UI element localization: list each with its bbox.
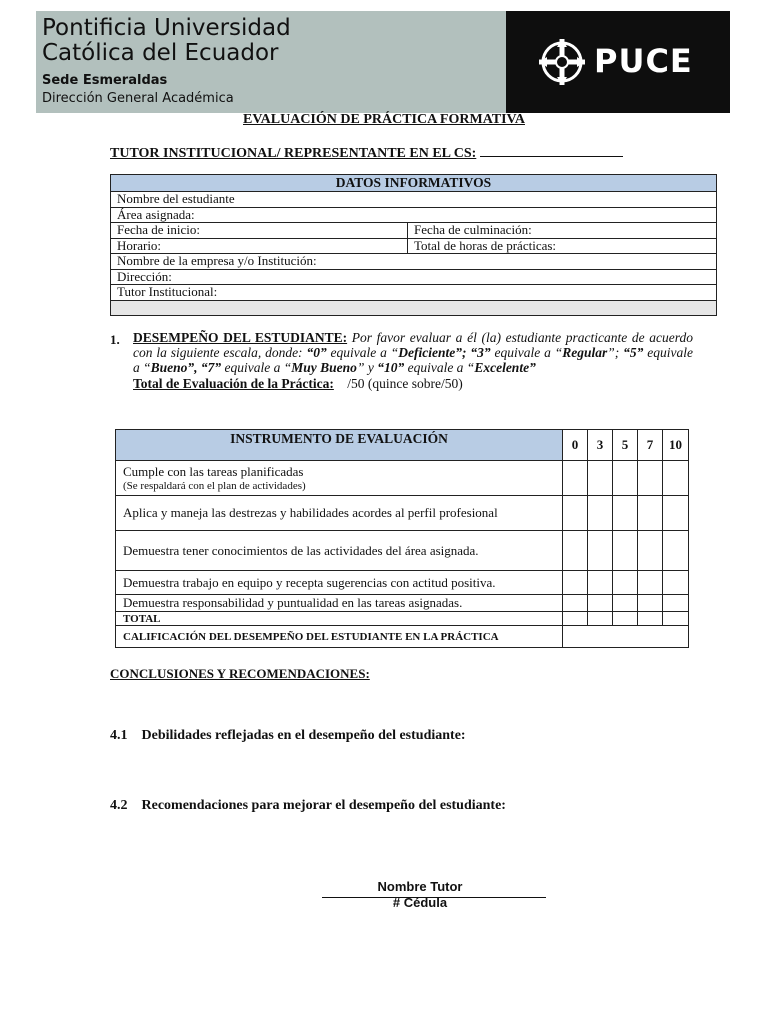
section-1-text xyxy=(133,330,693,375)
criterion-5: Demuestra responsabilidad y puntualidad en las tareas asignadas. xyxy=(116,595,563,612)
score-cell[interactable] xyxy=(663,612,689,626)
eval-heading: INSTRUMENTO DE EVALUACIÓN xyxy=(116,430,563,461)
score-cell[interactable] xyxy=(613,496,638,531)
criterion-4: Demuestra trabajo en equipo y recepta sugerencias con actitud positiva. xyxy=(116,571,563,595)
scale-t7: equivale a “ xyxy=(221,360,292,375)
scale-v7: “7” xyxy=(197,360,222,375)
score-header-10: 10 xyxy=(663,430,689,461)
direccion-label: Dirección General Académica xyxy=(42,91,234,106)
document-title: EVALUACIÓN DE PRÁCTICA FORMATIVA xyxy=(243,112,525,127)
tutor-line xyxy=(110,144,623,162)
scale-v3: “3” xyxy=(466,345,491,360)
eval-row xyxy=(116,531,689,571)
score-cell[interactable] xyxy=(663,595,689,612)
score-cell[interactable] xyxy=(663,461,689,496)
score-cell[interactable] xyxy=(613,595,638,612)
scale-s10: ” xyxy=(529,360,536,375)
score-cell[interactable] xyxy=(663,531,689,571)
puce-emblem-icon xyxy=(537,37,587,87)
field-tutor: Tutor Institucional: xyxy=(111,285,717,301)
field-nombre: Nombre del estudiante xyxy=(111,192,717,208)
score-cell[interactable] xyxy=(663,496,689,531)
total-value: /50 (quince sobre/50) xyxy=(347,376,463,391)
tutor-label: TUTOR INSTITUCIONAL/ REPRESENTANTE EN EL CS: xyxy=(110,146,477,161)
field-total-horas: Total de horas de prácticas: xyxy=(408,238,717,254)
score-cell[interactable] xyxy=(638,496,663,531)
field-fecha-culminacion: Fecha de culminación: xyxy=(408,223,717,239)
score-cell[interactable] xyxy=(588,496,613,531)
eval-row xyxy=(116,496,689,531)
score-cell[interactable] xyxy=(588,595,613,612)
total-label: Total de Evaluación de la Práctica: xyxy=(133,376,334,391)
puce-logo-text: PUCE xyxy=(594,42,693,80)
criterion-3: Demuestra tener conocimientos de las actividades del área asignada. xyxy=(116,531,563,571)
conclusiones-heading: CONCLUSIONES Y RECOMENDACIONES: xyxy=(110,666,370,681)
score-cell[interactable] xyxy=(613,612,638,626)
university-line-2: Católica del Ecuador xyxy=(42,40,279,66)
criterion-2: Aplica y maneja las destrezas y habilidades acordes al perfil profesional xyxy=(116,496,563,531)
section-1-number: 1. xyxy=(110,332,120,347)
score-cell[interactable] xyxy=(588,531,613,571)
field-empresa: Nombre de la empresa y/o Institución: xyxy=(111,254,717,270)
debilidades-heading: 4.1 Debilidades reflejadas en el desempeño del estudiante: xyxy=(110,728,466,743)
scale-s7: ” xyxy=(356,360,365,375)
eval-row xyxy=(116,571,689,595)
score-cell[interactable] xyxy=(588,571,613,595)
datos-heading: DATOS INFORMATIVOS xyxy=(111,175,717,192)
university-line-1: Pontificia Universidad xyxy=(42,15,291,41)
scale-d3: Regular xyxy=(562,345,608,360)
scale-t5: equivale a “ xyxy=(133,345,693,375)
score-cell[interactable] xyxy=(563,612,588,626)
criterion-1-note: (Se respaldará con el plan de actividades) xyxy=(123,480,306,492)
score-header-3: 3 xyxy=(588,430,613,461)
score-cell[interactable] xyxy=(613,571,638,595)
scale-d0: Deficiente xyxy=(398,345,456,360)
score-cell[interactable] xyxy=(588,612,613,626)
scale-t0: equivale a “ xyxy=(326,345,399,360)
field-horario: Horario: xyxy=(111,238,408,254)
scale-d10: Excelente xyxy=(474,360,530,375)
score-header-7: 7 xyxy=(638,430,663,461)
total-evaluacion xyxy=(133,376,463,392)
total-row-label: TOTAL xyxy=(116,612,563,626)
scale-intro: Por favor evaluar a él (la) estudiante practicante de acuerdo con la siguiente escala, donde: xyxy=(133,330,694,360)
criterion-1 xyxy=(116,461,563,496)
calificacion-label: CALIFICACIÓN DEL DESEMPEÑO DEL ESTUDIANTE EN LA PRÁCTICA xyxy=(116,626,563,648)
field-fecha-inicio: Fecha de inicio: xyxy=(111,223,408,239)
score-cell[interactable] xyxy=(638,571,663,595)
scale-d7: Muy Bueno xyxy=(291,360,357,375)
scale-t10: equivale a “ xyxy=(404,360,475,375)
scale-d5: Bueno xyxy=(150,360,188,375)
score-cell[interactable] xyxy=(563,595,588,612)
section-1-label: DESEMPEÑO DEL ESTUDIANTE: xyxy=(133,330,348,345)
score-cell[interactable] xyxy=(663,571,689,595)
scale-and: y xyxy=(364,360,378,375)
score-header-5: 5 xyxy=(613,430,638,461)
evaluation-table xyxy=(115,429,689,648)
signature-name: Nombre Tutor xyxy=(377,879,463,894)
scale-v10: “10” xyxy=(377,360,405,375)
scale-t3: equivale a “ xyxy=(490,345,563,360)
score-cell[interactable] xyxy=(563,496,588,531)
sede-label: Sede Esmeraldas xyxy=(42,73,168,88)
scale-s5: ”, xyxy=(187,360,198,375)
score-cell[interactable] xyxy=(613,531,638,571)
score-cell[interactable] xyxy=(563,571,588,595)
criterion-1-text: Cumple con las tareas planificadas xyxy=(123,464,304,479)
score-cell[interactable] xyxy=(563,461,588,496)
calificacion-cell[interactable] xyxy=(563,626,689,648)
eval-row xyxy=(116,595,689,612)
total-row xyxy=(116,612,689,626)
score-cell[interactable] xyxy=(638,461,663,496)
shaded-row xyxy=(111,300,717,315)
recomendaciones-heading: 4.2 Recomendaciones para mejorar el desempeño del estudiante: xyxy=(110,798,506,813)
scale-s0: ”; xyxy=(455,345,467,360)
score-cell[interactable] xyxy=(638,531,663,571)
score-cell[interactable] xyxy=(638,612,663,626)
tutor-blank-line xyxy=(480,144,623,157)
field-direccion: Dirección: xyxy=(111,269,717,285)
score-cell[interactable] xyxy=(613,461,638,496)
score-header-0: 0 xyxy=(563,430,588,461)
scale-v5: “5” xyxy=(619,345,644,360)
eval-row xyxy=(116,461,689,496)
scale-s3: ”; xyxy=(607,345,620,360)
calificacion-row xyxy=(116,626,689,648)
score-cell[interactable] xyxy=(588,461,613,496)
university-name xyxy=(42,16,291,66)
signature-cedula: # Cédula xyxy=(392,895,448,910)
score-cell[interactable] xyxy=(563,531,588,571)
scale-v0: “0” xyxy=(306,345,327,360)
score-cell[interactable] xyxy=(638,595,663,612)
datos-informativos-table xyxy=(110,174,717,316)
field-area: Área asignada: xyxy=(111,207,717,223)
